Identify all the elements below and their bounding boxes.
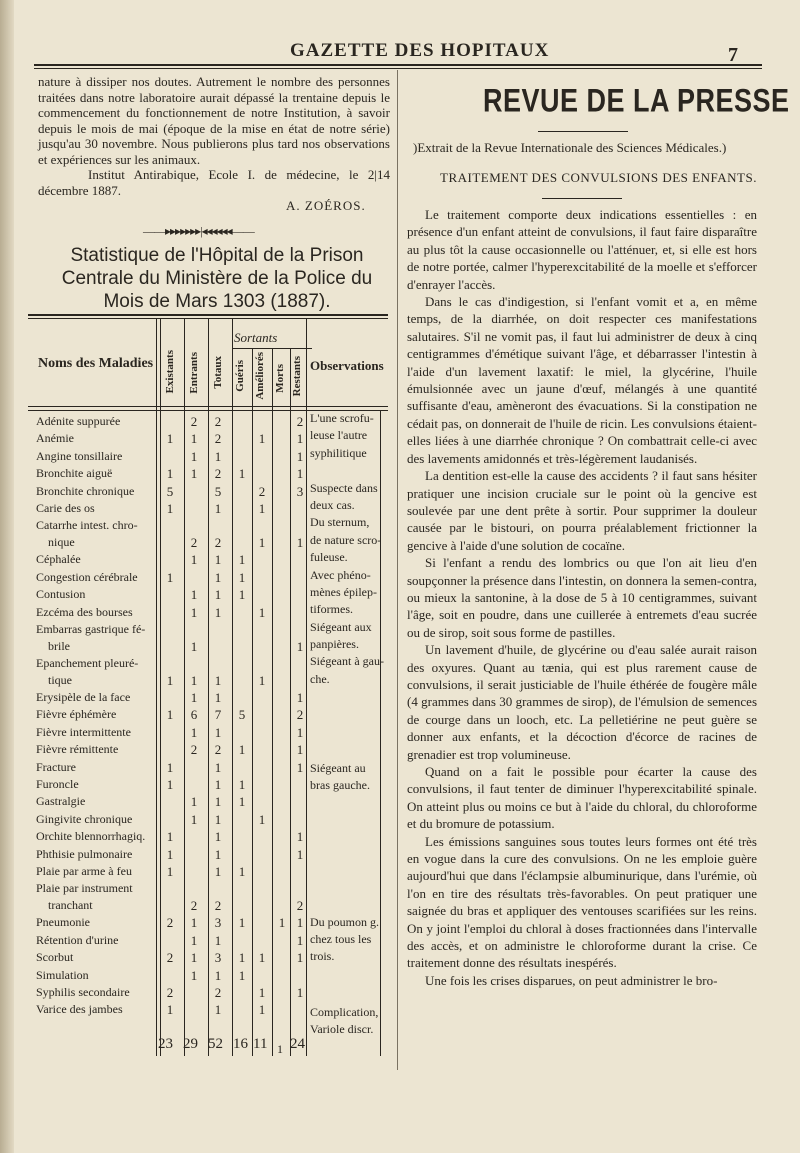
cell-am: 1 bbox=[258, 985, 266, 1000]
cell-am: 1 bbox=[258, 1002, 266, 1018]
cell-en: 1 bbox=[190, 466, 198, 482]
author-signature: A. ZOÉROS. bbox=[286, 198, 366, 213]
observation-varice bbox=[310, 1004, 378, 1038]
observation-line: leuse l'autre bbox=[310, 428, 368, 443]
cell-ex: 1 bbox=[166, 501, 174, 516]
disease-name: Fièvre intermittente bbox=[36, 724, 131, 739]
cell-gu: 1 bbox=[238, 794, 246, 810]
disease-statistics-table bbox=[28, 314, 388, 1056]
cell-ex: 1 bbox=[166, 707, 174, 723]
article-paragraph: Une fois les crises disparues, on peut administrer le bro- bbox=[425, 972, 718, 988]
header-gueris: Guéris bbox=[234, 360, 246, 392]
cell-gu: 1 bbox=[238, 777, 246, 792]
cell-ex: 1 bbox=[166, 673, 174, 688]
article-title: TRAITEMENT DES CONVULSIONS DES ENFANTS. bbox=[440, 170, 757, 185]
cell-re: 1 bbox=[296, 431, 304, 447]
cell-am: 1 bbox=[258, 431, 266, 447]
header-existants: Existants bbox=[164, 350, 176, 394]
disease-name: Phthisie pulmonaire bbox=[36, 846, 133, 861]
article-paragraph: La dentition est-elle la cause des accidents ? il faut sans hésiter pratiquer une incision cruciale sur le point où la gencive est soulevée par une dent prête à sortir. Pour supprimer la douleur causée par le bistouri, on pourra préalablement frictionner la gencive à l'aide d'une solution de cocaïne. bbox=[407, 468, 757, 553]
disease-name: Orchite blennorrhagiq. bbox=[36, 829, 146, 844]
total-restants: 24 bbox=[290, 1036, 305, 1052]
cell-ex: 1 bbox=[166, 1002, 174, 1018]
cell-en: 1 bbox=[190, 639, 198, 654]
column-divider bbox=[397, 70, 398, 1070]
cell-gu: 1 bbox=[238, 569, 246, 585]
cell-tot: 1 bbox=[214, 1002, 222, 1018]
disease-name: Pneumonie bbox=[36, 915, 90, 930]
disease-name: Simulation bbox=[36, 967, 89, 982]
disease-name: Rétention d'urine bbox=[36, 932, 119, 947]
disease-name: Syphilis secondaire bbox=[36, 985, 130, 999]
header-morts: Morts bbox=[274, 364, 286, 393]
cell-re: 1 bbox=[296, 932, 304, 948]
cell-gu: 1 bbox=[238, 552, 246, 568]
cell-tot: 2 bbox=[214, 414, 222, 429]
cell-ex: 1 bbox=[166, 759, 174, 775]
cell-tot: 2 bbox=[214, 431, 222, 447]
header-totaux: Totaux bbox=[212, 356, 224, 389]
observation-line: Siégeant au bbox=[310, 761, 366, 775]
table-row bbox=[28, 864, 388, 881]
cell-gu: 1 bbox=[238, 864, 246, 879]
disease-name-continued: tranchant bbox=[48, 898, 93, 913]
page-header bbox=[34, 38, 764, 66]
cell-tot: 2 bbox=[214, 898, 222, 914]
article-paragraph: Dans le cas d'indigestion, si l'enfant vomit et a, en même temps, de la diarrhée, on doit respecter ces manifestations salutaires. S'il ne vomit pas, il faut lui administrer de deux à cinq centigrammes d'émétique suivant l'âge, et débarrasser l'intestin à l'aide d'un lavement laxatif: le miel, la glycérine, l'huile émulsionnée avec un jaune d'œuf, mélangés à une quantité suffisante d'eau, amèneront des évacuations. Si la constipation ne cédait pas, on donnerait de l'huile de ricin. Les convulsions étaient-elles liées à une diarrhée chronique ? On combattrait celle-ci avec des lavements amidonnés et très-légèrement laudanisés. bbox=[407, 294, 757, 466]
cell-ex: 1 bbox=[166, 846, 174, 862]
observation-line: Suspecte dans bbox=[310, 480, 378, 495]
disease-name-continued: nique bbox=[48, 535, 75, 550]
table-row bbox=[28, 725, 388, 742]
article-paragraph: Un lavement d'huile, de glycérine ou d'eau salée aurait raison des oxyures. Quant au tænia, qui est plus rarement cause de convulsions, il serait justiciable de l'huile éthérée de fougère mâle (4 grammes dans 30 grammes de sirop), de l'émulsion de semences de courge dans un looch, etc. La pelletiérine ne peut guère se donner aux enfants, et la décoction d'écorce de racines de grenadier est trop volumineuse. bbox=[407, 642, 757, 762]
observation-line bbox=[310, 462, 384, 479]
cell-tot: 1 bbox=[214, 501, 222, 516]
observation-line: trois. bbox=[310, 949, 335, 963]
disease-name: Fracture bbox=[36, 759, 76, 774]
cell-tot: 1 bbox=[214, 811, 222, 827]
cell-tot: 2 bbox=[214, 466, 222, 482]
disease-name: Gingivite chronique bbox=[36, 811, 133, 826]
disease-name-continued: brile bbox=[48, 639, 70, 653]
cell-am: 1 bbox=[258, 950, 266, 966]
observation-line: Complication, bbox=[310, 1005, 379, 1019]
header-rule bbox=[34, 64, 762, 66]
disease-name: Ezcéma des bourses bbox=[36, 604, 133, 619]
cell-ex: 1 bbox=[166, 864, 174, 879]
page-number: 7 bbox=[728, 44, 738, 66]
disease-name: Congestion cérébrale bbox=[36, 569, 138, 584]
cell-ex: 1 bbox=[166, 569, 174, 585]
cell-tot: 5 bbox=[214, 483, 222, 499]
cell-re: 1 bbox=[296, 950, 304, 966]
cell-en: 1 bbox=[190, 673, 198, 688]
table-row bbox=[28, 812, 388, 829]
disease-name: Angine tonsillaire bbox=[36, 448, 123, 463]
cell-am: 1 bbox=[258, 501, 266, 516]
cell-tot: 3 bbox=[214, 915, 222, 931]
cell-re: 3 bbox=[296, 483, 304, 499]
institution-line: Institut Antirabique, Ecole I. de médecine, le 2|14 décembre 1887. bbox=[38, 167, 390, 198]
cell-en: 2 bbox=[190, 414, 198, 429]
header-entrants: Entrants bbox=[188, 352, 200, 394]
disease-name: Bronchite chronique bbox=[36, 483, 135, 498]
cell-tot: 1 bbox=[214, 829, 222, 845]
cell-am: 1 bbox=[258, 673, 266, 688]
observation-line: de nature scro- bbox=[310, 532, 382, 547]
table-row bbox=[28, 690, 388, 707]
cell-tot: 1 bbox=[214, 864, 222, 879]
disease-name: Bronchite aiguë bbox=[36, 466, 113, 481]
cell-tot: 1 bbox=[214, 569, 222, 585]
total-morts: 1 bbox=[277, 1042, 283, 1056]
cell-tot: 2 bbox=[214, 985, 222, 1000]
cell-en: 1 bbox=[190, 794, 198, 810]
observation-line: tiformes. bbox=[310, 602, 353, 617]
cell-en: 1 bbox=[190, 950, 198, 966]
disease-name: Fièvre rémittente bbox=[36, 742, 119, 757]
cell-am: 1 bbox=[258, 535, 266, 551]
header-observations: Observations bbox=[310, 358, 384, 373]
observation-line: deux cas. bbox=[310, 497, 355, 512]
total-ameliores: 11 bbox=[253, 1036, 268, 1052]
cell-en: 1 bbox=[190, 724, 198, 740]
observation-line: Du poumon g. bbox=[310, 915, 379, 929]
observation-line: panpières. bbox=[310, 637, 359, 652]
table-row bbox=[28, 968, 388, 985]
cell-re: 2 bbox=[296, 898, 304, 914]
cell-gu: 1 bbox=[238, 915, 246, 931]
cell-re: 1 bbox=[296, 448, 304, 464]
disease-name: Céphalée bbox=[36, 552, 81, 567]
cell-tot: 1 bbox=[214, 846, 222, 862]
cell-en: 6 bbox=[190, 707, 198, 723]
page-spine bbox=[0, 0, 14, 1153]
cell-re: 1 bbox=[296, 724, 304, 740]
cell-tot: 1 bbox=[214, 690, 222, 705]
table-row bbox=[28, 794, 388, 811]
observation-line: chez tous les bbox=[310, 932, 372, 946]
cell-tot: 1 bbox=[214, 967, 222, 983]
cell-mo: 1 bbox=[278, 915, 286, 931]
cell-ex: 5 bbox=[166, 483, 174, 499]
intro-paragraph: nature à dissiper nos doutes. Autrement le nombre des personnes traitées dans notre laboratoire aurait dépassé la trentaine depuis le commencement du fonctionnement de notre Institution, à savoir depuis le mois de mai (époque de la mise en état de notre série) jusqu'au 30 novembre. Nous publierons plus tard nos observations et expériences sur les animaux. bbox=[38, 74, 390, 167]
total-existants: 23 bbox=[158, 1036, 173, 1052]
observation-line: Siégeant à gau- bbox=[310, 654, 384, 669]
cell-en: 1 bbox=[190, 587, 198, 603]
revue-title: REVUE DE LA PRESSE bbox=[483, 82, 790, 119]
cell-en: 2 bbox=[190, 898, 198, 914]
cell-am: 2 bbox=[258, 483, 266, 499]
cell-tot: 1 bbox=[214, 932, 222, 948]
observation-line: Du sternum, bbox=[310, 515, 370, 530]
cell-en: 2 bbox=[190, 535, 198, 551]
disease-name-continued: tique bbox=[48, 673, 72, 687]
table-row bbox=[28, 847, 388, 864]
cell-en: 1 bbox=[190, 604, 198, 620]
table-row bbox=[28, 985, 388, 1002]
cell-ex: 1 bbox=[166, 777, 174, 792]
article-paragraph: Quand on a fait le possible pour écarter la cause des convulsions, il faut tenter de diminuer l'hyperexcitabilité spinale. On atteint plus ou moins ce but à l'aide du chloral, du chloroforme et du bromure de potassium. bbox=[407, 764, 757, 832]
article-rule bbox=[542, 198, 622, 199]
observations-block-1 bbox=[310, 410, 384, 688]
cell-en: 1 bbox=[190, 967, 198, 983]
cell-en: 2 bbox=[190, 742, 198, 758]
cell-re: 1 bbox=[296, 985, 304, 1000]
observation-line: L'une scrofu- bbox=[310, 411, 374, 425]
table-row bbox=[28, 881, 388, 914]
cell-am: 1 bbox=[258, 604, 266, 620]
observation-line: Avec phéno- bbox=[310, 567, 371, 582]
statistics-title: Statistique de l'Hôpital de la Prison Centrale du Ministère de la Police du Mois de Mars 1303 (1887). bbox=[61, 245, 373, 312]
disease-name: Furoncle bbox=[36, 777, 79, 791]
newspaper-title: GAZETTE DES HOPITAUX bbox=[290, 40, 550, 61]
total-entrants: 29 bbox=[183, 1036, 198, 1052]
cell-re: 1 bbox=[296, 829, 304, 845]
cell-gu: 1 bbox=[238, 950, 246, 966]
cell-gu: 1 bbox=[238, 587, 246, 603]
cell-tot: 2 bbox=[214, 535, 222, 551]
cell-tot: 3 bbox=[214, 950, 222, 966]
cell-ex: 2 bbox=[166, 985, 174, 1000]
cell-ex: 1 bbox=[166, 466, 174, 482]
cell-re: 1 bbox=[296, 846, 304, 862]
cell-en: 1 bbox=[190, 552, 198, 568]
disease-name: Plaie par arme à feu bbox=[36, 864, 132, 878]
cell-en: 1 bbox=[190, 690, 198, 705]
cell-en: 1 bbox=[190, 915, 198, 931]
cell-ex: 2 bbox=[166, 950, 174, 966]
header-restants: Restants bbox=[291, 356, 303, 397]
article-paragraph: Le traitement comporte deux indications essentielles : en présence d'un enfant atteint de convulsions, il faut faire disparaître au plus tôt la cause occasionnelle ou l'atténuer, et, si elle est hors de notre portée, calmer l'hyperexcitabilité de la moelle et s'efforcer d'enrayer l'accès. bbox=[407, 207, 757, 292]
observation-pneumonie bbox=[310, 914, 379, 965]
header-disease-names: Noms des Maladies bbox=[38, 356, 154, 371]
cell-tot: 1 bbox=[214, 724, 222, 740]
cell-en: 1 bbox=[190, 811, 198, 827]
cell-en: 1 bbox=[190, 431, 198, 447]
cell-re: 1 bbox=[296, 915, 304, 931]
observations-list bbox=[310, 410, 384, 688]
cell-re: 1 bbox=[296, 466, 304, 482]
cell-am: 1 bbox=[258, 811, 266, 827]
cell-tot: 1 bbox=[214, 673, 222, 688]
disease-name: Plaie par instrument bbox=[36, 881, 133, 896]
disease-name: Contusion bbox=[36, 587, 86, 602]
observation-line: syphilitique bbox=[310, 445, 367, 460]
cell-tot: 1 bbox=[214, 794, 222, 810]
cell-re: 2 bbox=[296, 414, 304, 429]
cell-tot: 1 bbox=[214, 587, 222, 603]
left-column bbox=[38, 74, 390, 312]
total-totaux: 52 bbox=[208, 1036, 223, 1052]
observation-line: che. bbox=[310, 671, 330, 686]
observation-fracture bbox=[310, 760, 370, 794]
disease-name: Erysipèle de la face bbox=[36, 690, 131, 704]
title-rule bbox=[538, 131, 628, 132]
cell-gu: 1 bbox=[238, 967, 246, 983]
cell-re: 1 bbox=[296, 759, 304, 775]
cell-tot: 1 bbox=[214, 448, 222, 464]
disease-name: Scorbut bbox=[36, 950, 74, 965]
cell-ex: 1 bbox=[166, 431, 174, 447]
article-paragraph: Si l'enfant a rendu des lombrics ou que l'on ait lieu d'en soupçonner la présence dans l'intestin, on donnera la semen-contra, ou mieux la santonine, à la dose de 5 à 10 centigrammes, suivant l'âge, soit en poudre, dans une cuillerée à entremets d'eau sucrée ou de sirop, soit sous forme de pastilles. bbox=[407, 555, 757, 640]
table-row bbox=[28, 829, 388, 846]
cell-ex: 2 bbox=[166, 915, 174, 931]
cell-tot: 2 bbox=[214, 742, 222, 758]
disease-name: Epanchement pleuré- bbox=[36, 656, 139, 670]
cell-en: 1 bbox=[190, 448, 198, 464]
extract-source: )Extrait de la Revue Internationale des Sciences Médicales.) bbox=[413, 140, 727, 155]
observation-line: fuleuse. bbox=[310, 550, 348, 565]
cell-gu: 1 bbox=[238, 742, 246, 758]
observation-line: Variole discr. bbox=[310, 1022, 374, 1036]
article-paragraph: Les émissions sanguines sous toutes leurs formes ont été très en vogue dans la cure des convulsions. On ne les emploie guère aujourd'hui que dans l'éclampsie albuminurique, dans l'urémie, où l'on en tire des résultats très-favorables. On peut pratiquer une saignée du bras et appliquer des ventouses scarifiées sur les reins. On y joint l'emploi du chloral à doses fractionnées dans l'intervalle des accès, et on administre le chloroforme durant la crise. Ce traitement donne des résultats inespérés. bbox=[407, 833, 757, 971]
disease-name: Carie des os bbox=[36, 501, 95, 515]
disease-name: Varice des jambes bbox=[36, 1002, 123, 1017]
disease-name: Anémie bbox=[36, 431, 74, 446]
cell-tot: 1 bbox=[214, 759, 222, 775]
separator-ornament: ——▸▸▸▸▸▸▸|◂◂◂◂◂◂—— bbox=[143, 224, 254, 238]
cell-re: 1 bbox=[296, 742, 304, 758]
table-row bbox=[28, 742, 388, 759]
observation-line: bras gauche. bbox=[310, 778, 370, 792]
table-row bbox=[28, 707, 388, 724]
cell-tot: 1 bbox=[214, 604, 222, 620]
cell-re: 1 bbox=[296, 535, 304, 551]
cell-en: 1 bbox=[190, 932, 198, 948]
header-rule-thin bbox=[34, 68, 762, 69]
disease-name: Catarrhe intest. chro- bbox=[36, 518, 138, 533]
cell-ex: 1 bbox=[166, 829, 174, 845]
cell-tot: 1 bbox=[214, 552, 222, 568]
disease-name: Fièvre éphémère bbox=[36, 707, 117, 722]
article-body bbox=[407, 206, 757, 989]
total-gueris: 16 bbox=[233, 1036, 248, 1052]
disease-name: Embarras gastrique fé- bbox=[36, 622, 146, 636]
cell-re: 2 bbox=[296, 707, 304, 723]
disease-name: Gastralgie bbox=[36, 794, 86, 809]
disease-name: Adénite suppurée bbox=[36, 414, 121, 428]
header-sortants: Sortants bbox=[234, 330, 278, 345]
observation-line: Siégeant aux bbox=[310, 619, 372, 634]
cell-re: 1 bbox=[296, 690, 304, 705]
cell-tot: 1 bbox=[214, 777, 222, 792]
cell-re: 1 bbox=[296, 639, 304, 654]
header-ameliores: Améliorés bbox=[254, 352, 266, 400]
cell-tot: 7 bbox=[214, 707, 222, 723]
cell-gu: 5 bbox=[238, 707, 246, 723]
observation-line: mènes épilep- bbox=[310, 584, 377, 599]
cell-gu: 1 bbox=[238, 466, 246, 482]
